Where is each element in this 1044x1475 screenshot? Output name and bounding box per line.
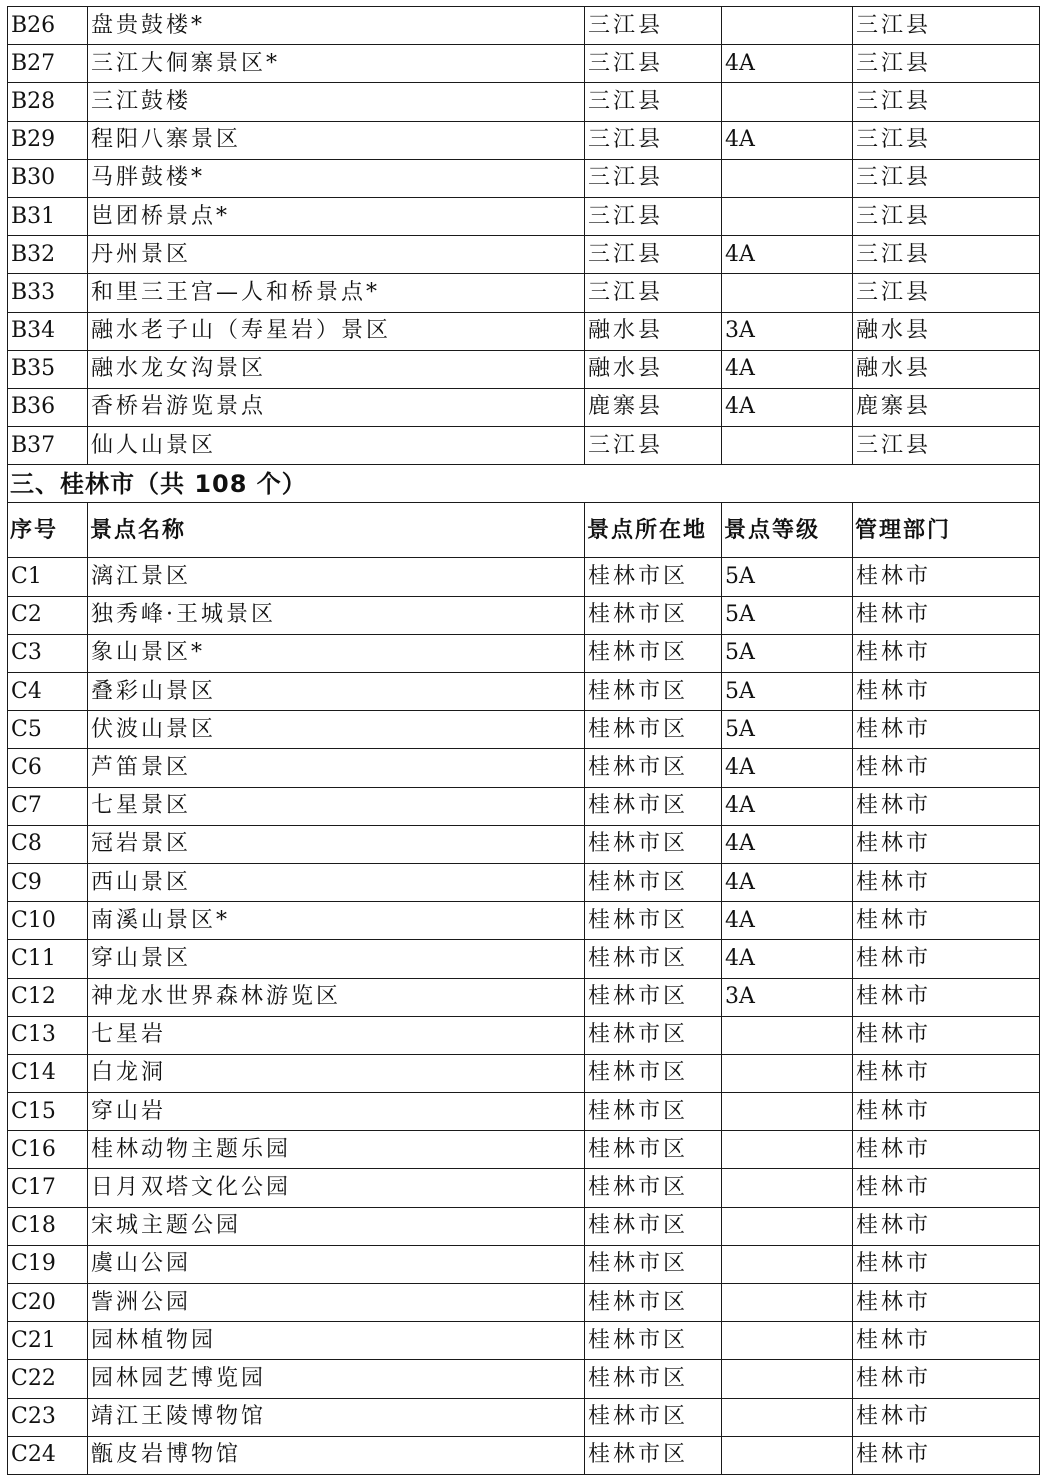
table-row bbox=[8, 1054, 1040, 1092]
cell-grade: 4A bbox=[722, 236, 853, 274]
cell-id: C21 bbox=[8, 1322, 88, 1360]
table-row bbox=[8, 1245, 1040, 1283]
cell-location: 桂林市区 bbox=[585, 1284, 722, 1322]
cell-grade: 5A bbox=[722, 673, 853, 711]
cell-location: 三江县 bbox=[585, 45, 722, 83]
cell-location: 融水县 bbox=[585, 312, 722, 350]
cell-grade bbox=[722, 1131, 853, 1169]
cell-location: 桂林市区 bbox=[585, 940, 722, 978]
cell-id: B28 bbox=[8, 83, 88, 121]
cell-name: 融水龙女沟景区 bbox=[88, 350, 585, 388]
cell-name: 七星景区 bbox=[88, 787, 585, 825]
cell-grade: 4A bbox=[722, 940, 853, 978]
cell-id: B35 bbox=[8, 350, 88, 388]
cell-name: 程阳八寨景区 bbox=[88, 121, 585, 159]
table-row bbox=[8, 863, 1040, 901]
cell-grade bbox=[722, 1245, 853, 1283]
cell-grade bbox=[722, 1016, 853, 1054]
cell-name: 园林园艺博览园 bbox=[88, 1360, 585, 1398]
cell-location: 桂林市区 bbox=[585, 787, 722, 825]
cell-name: 香桥岩游览景点 bbox=[88, 388, 585, 426]
cell-name: 仙人山景区 bbox=[88, 427, 585, 465]
cell-location: 三江县 bbox=[585, 236, 722, 274]
cell-department: 桂林市 bbox=[853, 1284, 1040, 1322]
table-row bbox=[8, 1398, 1040, 1436]
cell-id: C11 bbox=[8, 940, 88, 978]
table-row bbox=[8, 83, 1040, 121]
cell-grade bbox=[722, 159, 853, 197]
cell-department: 桂林市 bbox=[853, 711, 1040, 749]
table-row bbox=[8, 274, 1040, 312]
cell-name: 融水老子山（寿星岩）景区 bbox=[88, 312, 585, 350]
cell-department: 桂林市 bbox=[853, 978, 1040, 1016]
cell-name: 西山景区 bbox=[88, 863, 585, 901]
cell-department: 桂林市 bbox=[853, 596, 1040, 634]
cell-department: 桂林市 bbox=[853, 749, 1040, 787]
cell-id: C17 bbox=[8, 1169, 88, 1207]
cell-location: 桂林市区 bbox=[585, 1207, 722, 1245]
table-row bbox=[8, 197, 1040, 235]
cell-location: 桂林市区 bbox=[585, 1131, 722, 1169]
cell-name: 冠岩景区 bbox=[88, 825, 585, 863]
cell-name: 丹州景区 bbox=[88, 236, 585, 274]
table-row bbox=[8, 673, 1040, 711]
cell-grade bbox=[722, 427, 853, 465]
cell-location: 三江县 bbox=[585, 159, 722, 197]
cell-department: 桂林市 bbox=[853, 902, 1040, 940]
cell-department: 鹿寨县 bbox=[853, 388, 1040, 426]
cell-id: B26 bbox=[8, 7, 88, 45]
cell-name: 三江鼓楼 bbox=[88, 83, 585, 121]
table-row bbox=[8, 787, 1040, 825]
cell-department: 三江县 bbox=[853, 236, 1040, 274]
header-name: 景点名称 bbox=[88, 503, 585, 558]
cell-location: 桂林市区 bbox=[585, 1054, 722, 1092]
table-row bbox=[8, 1169, 1040, 1207]
table-row bbox=[8, 1093, 1040, 1131]
cell-location: 融水县 bbox=[585, 350, 722, 388]
cell-location: 三江县 bbox=[585, 7, 722, 45]
cell-id: C6 bbox=[8, 749, 88, 787]
table-row bbox=[8, 711, 1040, 749]
cell-id: C18 bbox=[8, 1207, 88, 1245]
cell-name: 甑皮岩博物馆 bbox=[88, 1436, 585, 1474]
cell-grade: 4A bbox=[722, 902, 853, 940]
cell-grade bbox=[722, 1207, 853, 1245]
table-row bbox=[8, 558, 1040, 596]
cell-name: 盘贵鼓楼* bbox=[88, 7, 585, 45]
cell-location: 三江县 bbox=[585, 197, 722, 235]
cell-location: 桂林市区 bbox=[585, 825, 722, 863]
cell-id: C16 bbox=[8, 1131, 88, 1169]
cell-department: 桂林市 bbox=[853, 1131, 1040, 1169]
cell-department: 桂林市 bbox=[853, 673, 1040, 711]
cell-grade: 5A bbox=[722, 634, 853, 672]
cell-name: 岜团桥景点* bbox=[88, 197, 585, 235]
cell-location: 桂林市区 bbox=[585, 902, 722, 940]
cell-grade: 3A bbox=[722, 312, 853, 350]
cell-id: B29 bbox=[8, 121, 88, 159]
cell-id: B34 bbox=[8, 312, 88, 350]
cell-location: 鹿寨县 bbox=[585, 388, 722, 426]
cell-grade bbox=[722, 1054, 853, 1092]
cell-grade: 4A bbox=[722, 863, 853, 901]
cell-grade bbox=[722, 274, 853, 312]
table-row bbox=[8, 1016, 1040, 1054]
cell-department: 桂林市 bbox=[853, 558, 1040, 596]
scenic-spots-table bbox=[7, 6, 1040, 1475]
cell-id: C5 bbox=[8, 711, 88, 749]
cell-grade bbox=[722, 1436, 853, 1474]
cell-name: 穿山岩 bbox=[88, 1093, 585, 1131]
cell-department: 桂林市 bbox=[853, 1322, 1040, 1360]
cell-location: 桂林市区 bbox=[585, 1245, 722, 1283]
cell-grade: 4A bbox=[722, 350, 853, 388]
cell-grade bbox=[722, 1398, 853, 1436]
liuzhou-rows bbox=[8, 7, 1040, 465]
table-row bbox=[8, 388, 1040, 426]
cell-name: 独秀峰·王城景区 bbox=[88, 596, 585, 634]
cell-department: 桂林市 bbox=[853, 863, 1040, 901]
cell-name: 南溪山景区* bbox=[88, 902, 585, 940]
cell-location: 桂林市区 bbox=[585, 1398, 722, 1436]
cell-department: 三江县 bbox=[853, 159, 1040, 197]
cell-id: B30 bbox=[8, 159, 88, 197]
cell-location: 桂林市区 bbox=[585, 1436, 722, 1474]
cell-department: 融水县 bbox=[853, 312, 1040, 350]
cell-name: 和里三王宫—人和桥景点* bbox=[88, 274, 585, 312]
cell-id: B32 bbox=[8, 236, 88, 274]
guilin-rows bbox=[8, 558, 1040, 1475]
table-row bbox=[8, 1322, 1040, 1360]
table-row bbox=[8, 940, 1040, 978]
cell-name: 三江大侗寨景区* bbox=[88, 45, 585, 83]
cell-location: 三江县 bbox=[585, 121, 722, 159]
table-row bbox=[8, 749, 1040, 787]
cell-department: 桂林市 bbox=[853, 634, 1040, 672]
cell-location: 三江县 bbox=[585, 427, 722, 465]
cell-department: 三江县 bbox=[853, 427, 1040, 465]
cell-department: 桂林市 bbox=[853, 1245, 1040, 1283]
cell-id: C4 bbox=[8, 673, 88, 711]
cell-id: C19 bbox=[8, 1245, 88, 1283]
table-row bbox=[8, 159, 1040, 197]
cell-name: 漓江景区 bbox=[88, 558, 585, 596]
table-row bbox=[8, 596, 1040, 634]
cell-grade bbox=[722, 1093, 853, 1131]
table-row bbox=[8, 350, 1040, 388]
table-row bbox=[8, 1131, 1040, 1169]
table-row bbox=[8, 121, 1040, 159]
section-title: 三、桂林市（共 108 个） bbox=[8, 465, 1040, 503]
table-row bbox=[8, 45, 1040, 83]
cell-id: C10 bbox=[8, 902, 88, 940]
cell-department: 融水县 bbox=[853, 350, 1040, 388]
cell-department: 三江县 bbox=[853, 197, 1040, 235]
cell-location: 桂林市区 bbox=[585, 673, 722, 711]
cell-location: 三江县 bbox=[585, 83, 722, 121]
cell-grade bbox=[722, 197, 853, 235]
cell-department: 桂林市 bbox=[853, 1054, 1040, 1092]
table-row bbox=[8, 1436, 1040, 1474]
cell-department: 桂林市 bbox=[853, 1360, 1040, 1398]
header-location: 景点所在地 bbox=[585, 503, 722, 558]
cell-name: 桂林动物主题乐园 bbox=[88, 1131, 585, 1169]
cell-department: 三江县 bbox=[853, 83, 1040, 121]
cell-department: 三江县 bbox=[853, 121, 1040, 159]
cell-grade: 5A bbox=[722, 558, 853, 596]
cell-grade bbox=[722, 1169, 853, 1207]
cell-department: 三江县 bbox=[853, 7, 1040, 45]
cell-grade bbox=[722, 83, 853, 121]
cell-id: B27 bbox=[8, 45, 88, 83]
cell-id: C23 bbox=[8, 1398, 88, 1436]
cell-name: 訾洲公园 bbox=[88, 1284, 585, 1322]
cell-grade: 5A bbox=[722, 596, 853, 634]
cell-department: 桂林市 bbox=[853, 1016, 1040, 1054]
cell-id: B31 bbox=[8, 197, 88, 235]
cell-department: 桂林市 bbox=[853, 1093, 1040, 1131]
cell-name: 白龙洞 bbox=[88, 1054, 585, 1092]
cell-name: 芦笛景区 bbox=[88, 749, 585, 787]
cell-name: 伏波山景区 bbox=[88, 711, 585, 749]
cell-name: 神龙水世界森林游览区 bbox=[88, 978, 585, 1016]
cell-location: 桂林市区 bbox=[585, 1016, 722, 1054]
cell-grade: 3A bbox=[722, 978, 853, 1016]
cell-department: 桂林市 bbox=[853, 1436, 1040, 1474]
cell-name: 虞山公园 bbox=[88, 1245, 585, 1283]
cell-grade: 4A bbox=[722, 787, 853, 825]
table-row bbox=[8, 902, 1040, 940]
cell-location: 桂林市区 bbox=[585, 978, 722, 1016]
cell-department: 三江县 bbox=[853, 274, 1040, 312]
cell-location: 三江县 bbox=[585, 274, 722, 312]
cell-name: 马胖鼓楼* bbox=[88, 159, 585, 197]
cell-department: 桂林市 bbox=[853, 1169, 1040, 1207]
table-row bbox=[8, 427, 1040, 465]
table-row bbox=[8, 634, 1040, 672]
header-department: 管理部门 bbox=[853, 503, 1040, 558]
guilin-section bbox=[8, 465, 1040, 558]
cell-name: 宋城主题公园 bbox=[88, 1207, 585, 1245]
cell-grade: 4A bbox=[722, 388, 853, 426]
table-row bbox=[8, 1207, 1040, 1245]
section-heading-row bbox=[8, 465, 1040, 503]
cell-name: 七星岩 bbox=[88, 1016, 585, 1054]
table-row bbox=[8, 312, 1040, 350]
table-header-row bbox=[8, 503, 1040, 558]
cell-id: C8 bbox=[8, 825, 88, 863]
cell-name: 靖江王陵博物馆 bbox=[88, 1398, 585, 1436]
table-row bbox=[8, 825, 1040, 863]
cell-id: C13 bbox=[8, 1016, 88, 1054]
table-row bbox=[8, 978, 1040, 1016]
cell-department: 桂林市 bbox=[853, 825, 1040, 863]
cell-id: C20 bbox=[8, 1284, 88, 1322]
cell-location: 桂林市区 bbox=[585, 863, 722, 901]
table-row bbox=[8, 1360, 1040, 1398]
cell-location: 桂林市区 bbox=[585, 596, 722, 634]
cell-location: 桂林市区 bbox=[585, 634, 722, 672]
cell-location: 桂林市区 bbox=[585, 1169, 722, 1207]
cell-id: B36 bbox=[8, 388, 88, 426]
cell-grade: 4A bbox=[722, 749, 853, 787]
cell-id: C24 bbox=[8, 1436, 88, 1474]
cell-name: 日月双塔文化公园 bbox=[88, 1169, 585, 1207]
table-row bbox=[8, 7, 1040, 45]
cell-id: C14 bbox=[8, 1054, 88, 1092]
table-row bbox=[8, 1284, 1040, 1322]
cell-name: 园林植物园 bbox=[88, 1322, 585, 1360]
cell-grade: 5A bbox=[722, 711, 853, 749]
cell-department: 三江县 bbox=[853, 45, 1040, 83]
cell-location: 桂林市区 bbox=[585, 749, 722, 787]
header-grade: 景点等级 bbox=[722, 503, 853, 558]
cell-location: 桂林市区 bbox=[585, 1360, 722, 1398]
cell-name: 叠彩山景区 bbox=[88, 673, 585, 711]
cell-department: 桂林市 bbox=[853, 787, 1040, 825]
table-row bbox=[8, 236, 1040, 274]
header-id: 序号 bbox=[8, 503, 88, 558]
cell-location: 桂林市区 bbox=[585, 1093, 722, 1131]
cell-location: 桂林市区 bbox=[585, 711, 722, 749]
cell-id: C2 bbox=[8, 596, 88, 634]
cell-grade: 4A bbox=[722, 45, 853, 83]
cell-grade: 4A bbox=[722, 121, 853, 159]
cell-department: 桂林市 bbox=[853, 1398, 1040, 1436]
cell-department: 桂林市 bbox=[853, 940, 1040, 978]
cell-location: 桂林市区 bbox=[585, 1322, 722, 1360]
cell-id: B33 bbox=[8, 274, 88, 312]
cell-grade bbox=[722, 1322, 853, 1360]
cell-grade: 4A bbox=[722, 825, 853, 863]
cell-id: C15 bbox=[8, 1093, 88, 1131]
cell-grade bbox=[722, 1360, 853, 1398]
cell-department: 桂林市 bbox=[853, 1207, 1040, 1245]
cell-id: C7 bbox=[8, 787, 88, 825]
cell-id: C3 bbox=[8, 634, 88, 672]
cell-id: C9 bbox=[8, 863, 88, 901]
cell-name: 象山景区* bbox=[88, 634, 585, 672]
cell-id: C1 bbox=[8, 558, 88, 596]
cell-grade bbox=[722, 1284, 853, 1322]
cell-id: C12 bbox=[8, 978, 88, 1016]
cell-id: C22 bbox=[8, 1360, 88, 1398]
cell-id: B37 bbox=[8, 427, 88, 465]
cell-location: 桂林市区 bbox=[585, 558, 722, 596]
cell-grade bbox=[722, 7, 853, 45]
cell-name: 穿山景区 bbox=[88, 940, 585, 978]
